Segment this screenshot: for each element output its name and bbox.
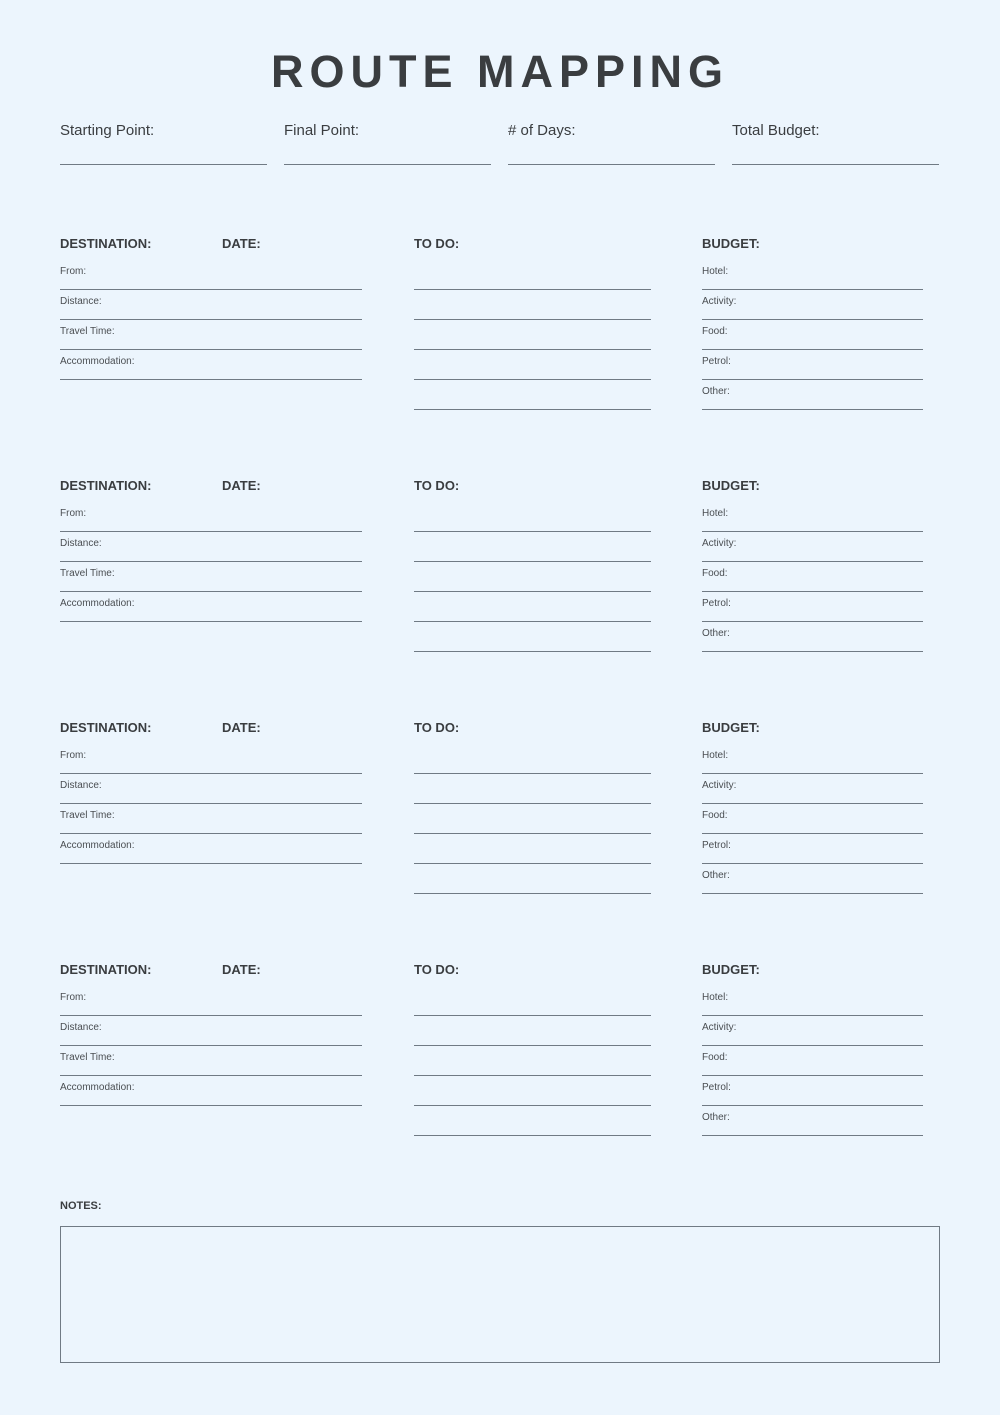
detail-label: Accommodation: [60,356,135,367]
todo-input-line[interactable] [414,1045,651,1046]
detail-input-line[interactable] [60,289,362,290]
header-field-line[interactable] [284,164,491,165]
budget-input-line[interactable] [702,531,923,532]
todo-label: TO DO: [414,236,460,251]
todo-input-line[interactable] [414,773,651,774]
destination-label: DESTINATION: [60,236,152,251]
detail-input-line[interactable] [60,1105,362,1106]
detail-input-line[interactable] [60,833,362,834]
detail-label: Travel Time: [60,326,115,337]
detail-label: From: [60,508,87,519]
detail-label: From: [60,266,87,277]
todo-input-line[interactable] [414,1075,651,1076]
todo-input-line[interactable] [414,1105,651,1106]
detail-label: From: [60,750,87,761]
todo-input-line[interactable] [414,561,651,562]
budget-item-label: Petrol: [702,356,731,367]
detail-input-line[interactable] [60,561,362,562]
detail-input-line[interactable] [60,379,362,380]
budget-item-label: Petrol: [702,598,731,609]
budget-input-line[interactable] [702,1015,923,1016]
detail-label: Travel Time: [60,1052,115,1063]
budget-input-line[interactable] [702,409,923,410]
todo-input-line[interactable] [414,349,651,350]
header-field-total-budget[interactable] [732,122,939,142]
budget-item-label: Hotel: [702,266,729,277]
budget-input-line[interactable] [702,893,923,894]
header-field-line[interactable] [60,164,267,165]
budget-input-line[interactable] [702,379,923,380]
destination-block [0,962,1000,1162]
destination-block [0,720,1000,920]
budget-item-label: Hotel: [702,508,729,519]
todo-label: TO DO: [414,962,460,977]
budget-item-label: Food: [702,568,728,579]
budget-item-label: Activity: [702,538,737,549]
header-field-label: Final Point: [284,122,360,139]
todo-input-line[interactable] [414,863,651,864]
budget-item-label: Activity: [702,780,737,791]
budget-label: BUDGET: [702,478,760,493]
budget-item-label: Other: [702,386,730,397]
destination-label: DESTINATION: [60,720,152,735]
budget-item-label: Petrol: [702,1082,731,1093]
budget-input-line[interactable] [702,591,923,592]
detail-label: Accommodation: [60,598,135,609]
budget-input-line[interactable] [702,319,923,320]
budget-input-line[interactable] [702,1075,923,1076]
detail-label: From: [60,992,87,1003]
budget-input-line[interactable] [702,1045,923,1046]
budget-item-label: Food: [702,810,728,821]
detail-label: Distance: [60,296,102,307]
budget-input-line[interactable] [702,349,923,350]
todo-label: TO DO: [414,720,460,735]
header-field--of-days[interactable] [508,122,715,142]
header-field-label: Starting Point: [60,122,155,139]
header-field-starting-point[interactable] [60,122,267,142]
detail-input-line[interactable] [60,621,362,622]
detail-label: Distance: [60,780,102,791]
budget-label: BUDGET: [702,236,760,251]
budget-item-label: Food: [702,326,728,337]
budget-item-label: Other: [702,870,730,881]
date-label: DATE: [222,236,261,251]
detail-input-line[interactable] [60,1015,362,1016]
budget-input-line[interactable] [702,651,923,652]
todo-input-line[interactable] [414,893,651,894]
date-label: DATE: [222,478,261,493]
destination-block [0,236,1000,436]
todo-input-line[interactable] [414,1015,651,1016]
detail-input-line[interactable] [60,773,362,774]
detail-label: Distance: [60,1022,102,1033]
budget-input-line[interactable] [702,561,923,562]
todo-input-line[interactable] [414,531,651,532]
destination-label: DESTINATION: [60,962,152,977]
budget-input-line[interactable] [702,833,923,834]
budget-item-label: Activity: [702,296,737,307]
detail-label: Accommodation: [60,1082,135,1093]
budget-input-line[interactable] [702,773,923,774]
budget-label: BUDGET: [702,962,760,977]
notes-box[interactable] [60,1226,940,1363]
header-field-label: # of Days: [508,122,576,139]
budget-item-label: Activity: [702,1022,737,1033]
budget-input-line[interactable] [702,289,923,290]
detail-input-line[interactable] [60,863,362,864]
detail-label: Accommodation: [60,840,135,851]
todo-input-line[interactable] [414,289,651,290]
todo-input-line[interactable] [414,833,651,834]
header-field-final-point[interactable] [284,122,491,142]
todo-input-line[interactable] [414,621,651,622]
notes-label: NOTES: [60,1200,102,1212]
header-field-line[interactable] [732,164,939,165]
header-field-line[interactable] [508,164,715,165]
budget-input-line[interactable] [702,1105,923,1106]
detail-input-line[interactable] [60,591,362,592]
detail-input-line[interactable] [60,319,362,320]
budget-item-label: Other: [702,628,730,639]
todo-input-line[interactable] [414,379,651,380]
destination-label: DESTINATION: [60,478,152,493]
budget-input-line[interactable] [702,1135,923,1136]
budget-item-label: Other: [702,1112,730,1123]
todo-input-line[interactable] [414,1135,651,1136]
destination-block [0,478,1000,678]
budget-item-label: Petrol: [702,840,731,851]
todo-input-line[interactable] [414,651,651,652]
budget-label: BUDGET: [702,720,760,735]
detail-input-line[interactable] [60,531,362,532]
detail-label: Travel Time: [60,568,115,579]
todo-input-line[interactable] [414,319,651,320]
budget-input-line[interactable] [702,863,923,864]
date-label: DATE: [222,962,261,977]
budget-input-line[interactable] [702,803,923,804]
budget-item-label: Hotel: [702,750,729,761]
budget-item-label: Food: [702,1052,728,1063]
detail-input-line[interactable] [60,1045,362,1046]
todo-input-line[interactable] [414,803,651,804]
todo-input-line[interactable] [414,409,651,410]
detail-label: Distance: [60,538,102,549]
todo-input-line[interactable] [414,591,651,592]
detail-input-line[interactable] [60,803,362,804]
detail-input-line[interactable] [60,349,362,350]
budget-item-label: Hotel: [702,992,729,1003]
header-field-label: Total Budget: [732,122,820,139]
date-label: DATE: [222,720,261,735]
detail-label: Travel Time: [60,810,115,821]
budget-input-line[interactable] [702,621,923,622]
detail-input-line[interactable] [60,1075,362,1076]
page-title: ROUTE MAPPING [270,46,730,97]
todo-label: TO DO: [414,478,460,493]
